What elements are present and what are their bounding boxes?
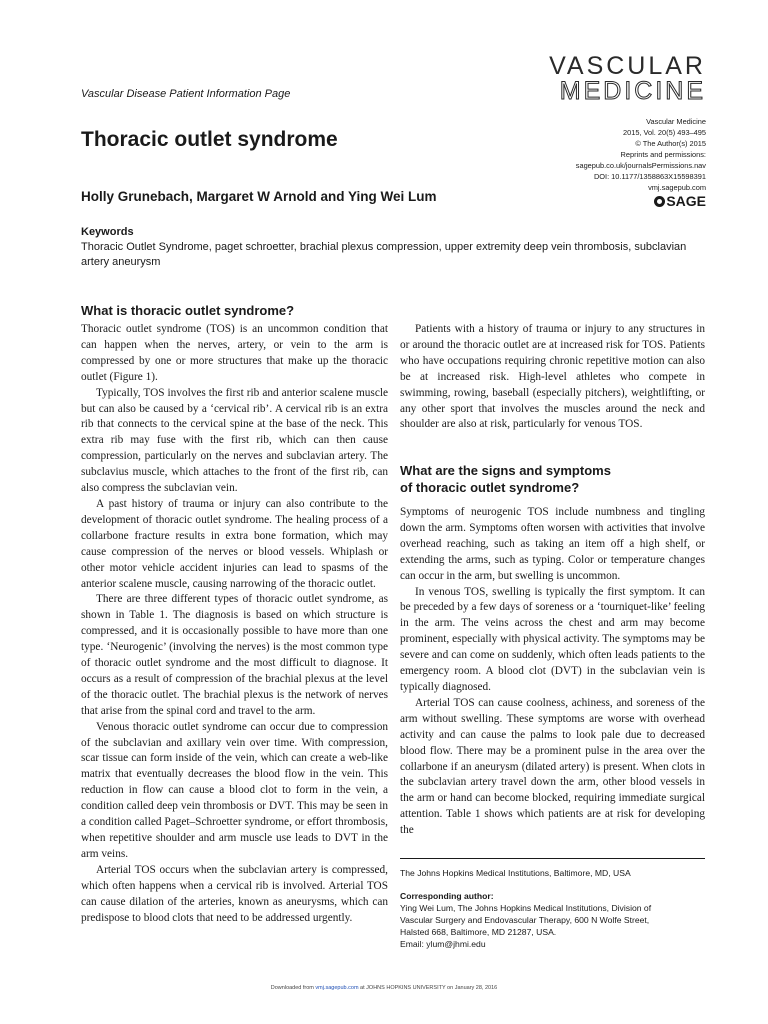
meta-doi[interactable]: DOI: 10.1177/1358863X15598391 xyxy=(593,172,706,181)
body-column-right-top xyxy=(400,322,705,433)
paragraph: Typically, TOS involves the first rib and anterior scalene muscle but can also be caused by a ‘cervical rib’. A cervical rib is an extra rib that connects to the cervical spine at the base of the neck. This extra rib may fuse with the first rib, which can then cause compression, particularly on the nerves and subclavian artery. The subclavius muscle, which attaches to the front of the first rib, can also compress the subclavian vein. xyxy=(81,386,388,495)
sage-mark-icon xyxy=(654,196,665,207)
footer-suffix: at JOHNS HOPKINS UNIVERSITY on January 28, 2016 xyxy=(358,985,498,991)
meta-reprints: Reprints and permissions: xyxy=(620,150,706,159)
meta-copyright: © The Author(s) 2015 xyxy=(635,139,706,148)
body-column-right-bottom xyxy=(400,505,705,839)
logo-line-2: MEDICINE xyxy=(559,77,706,105)
meta-journal: Vascular Medicine xyxy=(646,117,706,126)
logo-line-1: VASCULAR xyxy=(549,52,706,80)
publisher-name: SAGE xyxy=(666,193,706,209)
paragraph: Symptoms of neurogenic TOS include numbness and tingling down the arm. Symptoms often worsen with activities that involve overhead reaching, such as taking an item off a high shelf, or extending the arms, such as typing. Color or temperature changes can occur in the arm, but swelling is uncommon. xyxy=(400,506,705,582)
meta-website[interactable]: vmj.sagepub.com xyxy=(648,183,706,192)
meta-volume: 2015, Vol. 20(5) 493–495 xyxy=(622,128,706,137)
heading-line: of thoracic outlet syndrome? xyxy=(400,480,580,495)
paragraph: Patients with a history of trauma or injury to any structures in or around the thoracic outlet are at increased risk for TOS. Patients who have occupations requiring chronic repetitive motion can also be at increased risk. High-level athletes who compete in swimming, rowing, baseball (especially pitchers), weightlifting, or any other sport that involves the muscles around the neck and shoulder are also at risk, particularly for venous TOS. xyxy=(400,323,705,431)
publisher-logo xyxy=(654,193,706,209)
paragraph: Venous thoracic outlet syndrome can occur due to compression of the subclavian and axillary vein over time. With compression, scar tissue can form inside of the vein, which can create a web-like matrix that eventually decreases the blood flow in the vein. This reduction in flow can cause a blood clot to form in the vein, a condition called deep vein thrombosis or DVT. This may be seen in a condition called Paget–Schroetter syndrome, or effort thrombosis, when repetitive shoulder and arm muscle use leads to DVT in the arm veins. xyxy=(81,720,388,860)
corresponding-author-email[interactable]: Email: ylum@jhmi.edu xyxy=(400,939,486,949)
paragraph: Arterial TOS can cause coolness, achiness, and soreness of the arm without swelling. These symptoms are worse with overhead activity and can cause the palms to look pale due to decreased blood flow. There may be a prominent pulse in the area over the collarbone if an aneurysm (dilated artery) is present. When clots in the subclavian artery travel down the arm, other blood vessels in the arm or hand can become blocked, requiring immediate surgical attention. Table 1 shows which patients are at risk for developing the xyxy=(400,696,705,837)
corresponding-author-line: Ying Wei Lum, The Johns Hopkins Medical Institutions, Division of xyxy=(400,903,652,913)
meta-permissions-link[interactable]: sagepub.co.uk/journalsPermissions.nav xyxy=(575,161,706,170)
section-heading-signs-symptoms xyxy=(400,462,611,496)
keywords-heading: Keywords xyxy=(81,226,134,238)
keywords-text: Thoracic Outlet Syndrome, paget schroetter, brachial plexus compression, upper extremity deep vein thrombosis, subclavian artery aneurysm xyxy=(81,241,687,268)
corresponding-author-line: Halsted 668, Baltimore, MD 21287, USA. xyxy=(400,927,557,937)
footer-link[interactable]: vmj.sagepub.com xyxy=(315,985,359,991)
journal-logo xyxy=(549,54,706,104)
paragraph: A past history of trauma or injury can also contribute to the development of thoracic outlet syndrome. The healing process of a collarbone fracture results in extra bone formation, which may cause compression of the nerves or blood vessels. Whiplash or other motor vehicle accident injuries can lead to spasms of the anterior scalene muscle, causing narrowing of the thoracic outlet. xyxy=(81,497,388,590)
corresponding-author-heading: Corresponding author: xyxy=(400,891,494,901)
download-footer xyxy=(0,985,768,991)
article-metadata xyxy=(576,116,706,193)
body-column-left xyxy=(81,322,388,926)
section-heading-what-is: What is thoracic outlet syndrome? xyxy=(81,303,295,318)
paragraph: Arterial TOS occurs when the subclavian artery is compressed, which often happens when a cervical rib is involved. Arterial TOS can cause dilation of the arteries, known as aneurysms, which can predispose to blood clots that need to be addressed urgently. xyxy=(81,863,388,924)
affiliation-divider xyxy=(400,858,705,859)
institution: The Johns Hopkins Medical Institutions, Baltimore, MD, USA xyxy=(400,868,631,878)
article-authors: Holly Grunebach, Margaret W Arnold and Ying Wei Lum xyxy=(81,189,437,204)
journal-series-label: Vascular Disease Patient Information Page xyxy=(81,88,291,100)
article-title: Thoracic outlet syndrome xyxy=(81,128,338,151)
footer-prefix: Downloaded from xyxy=(270,985,316,991)
paragraph: There are three different types of thoracic outlet syndrome, as shown in Table 1. The diagnosis is based on which structure is compressed, and it is occasionally possible to have more than one type. ‘Neurogenic’ (involving the nerves) is the most common type of thoracic outlet syndrome and the most difficult to diagnose. It occurs as a result of compression of the brachial plexus at the level of the thoracic outlet. The brachial plexus is the network of nerves that arise from the spinal cord and travel to the arm. xyxy=(81,593,388,717)
paragraph: Thoracic outlet syndrome (TOS) is an uncommon condition that can happen when the nerves, artery, or vein to the arm is compressed by one or more structures that make up the thoracic outlet (Figure 1). xyxy=(81,323,388,383)
heading-line: What are the signs and symptoms xyxy=(400,463,611,478)
paragraph: In venous TOS, swelling is typically the first symptom. It can be preceded by a few days of soreness or a ‘tourniquet-like’ feeling in the arm. The veins across the chest and arm may become prominent, especially with physical activity. The symptoms may be severe and can come on suddenly, which often leads patients to the emergency room. A blood clot (DVT) in the subclavian vein is typically diagnosed. xyxy=(400,585,705,693)
affiliation-block xyxy=(400,867,705,950)
corresponding-author-line: Vascular Surgery and Endovascular Therapy, 600 N Wolfe Street, xyxy=(400,915,650,925)
